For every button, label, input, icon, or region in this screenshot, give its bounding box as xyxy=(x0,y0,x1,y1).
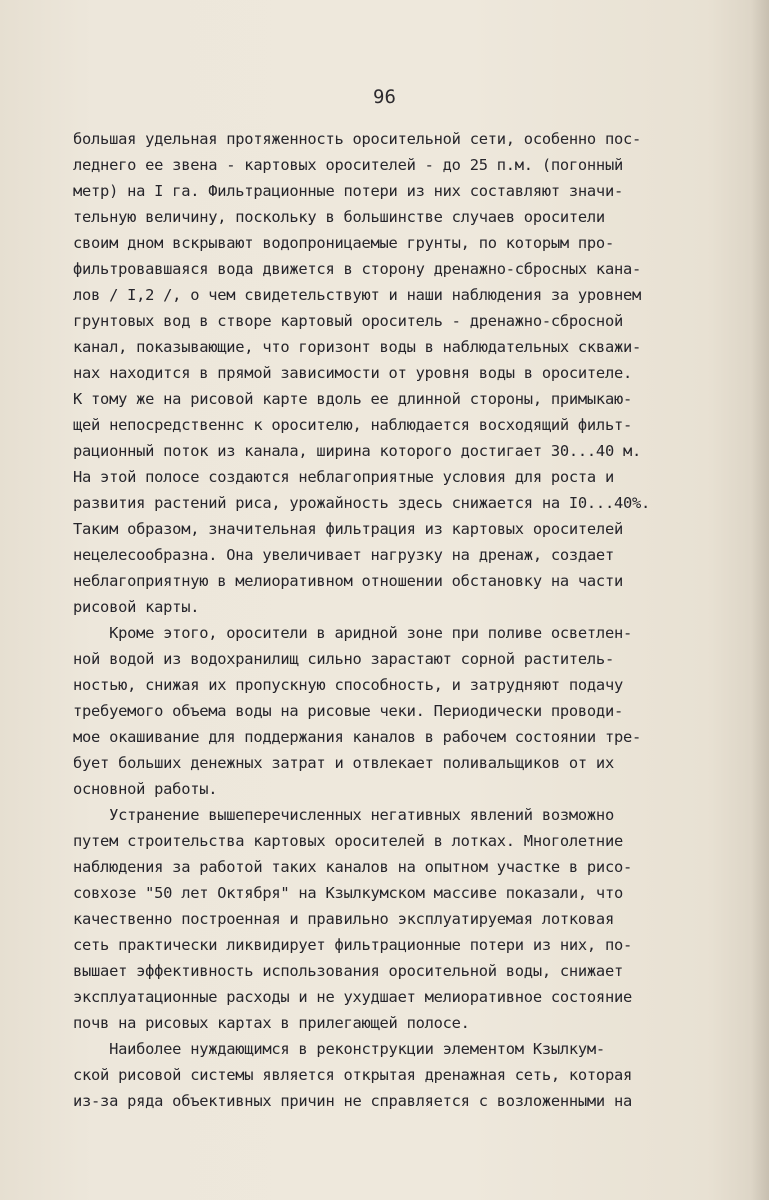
text-line: нах находится в прямой зависимости от уровня воды в оросителе. xyxy=(73,364,632,382)
text-line: большая удельная протяженность оросительной сети, особенно пос- xyxy=(73,130,642,148)
text-line: бует больших денежных затрат и отвлекает поливальщиков от их xyxy=(73,754,614,772)
text-line: рационный поток из канала, ширина которого достигает 30...40 м. xyxy=(73,442,642,460)
text-line: Таким образом, значительная фильтрация из картовых оросителей xyxy=(73,520,623,538)
text-line: метр) на I га. Фильтрационные потери из них составляют значи- xyxy=(73,182,623,200)
text-line: щей непосредственнс к оросителю, наблюдается восходящий фильт- xyxy=(73,416,632,434)
page-edge-shadow xyxy=(751,0,769,1200)
text-line: леднего ее звена - картовых оросителей - до 25 п.м. (погонный xyxy=(73,156,623,174)
text-line: рисовой карты. xyxy=(73,598,200,616)
text-line: фильтровавшаяся вода движется в сторону дренажно-сбросных кана- xyxy=(73,260,642,278)
text-line: неблагоприятную в мелиоративном отношении обстановку на части xyxy=(73,572,623,590)
text-line: ской рисовой системы является открытая дренажная сеть, которая xyxy=(73,1066,632,1084)
text-line: сеть практически ликвидирует фильтрационные потери из них, по- xyxy=(73,936,632,954)
body-text xyxy=(73,126,713,1114)
text-line: Наиболее нуждающимся в реконструкции элементом Кзылкум- xyxy=(73,1040,605,1058)
text-line: своим дном вскрывают водопроницаемые грунты, по которым про- xyxy=(73,234,614,252)
text-line: ной водой из водохранилищ сильно зарастают сорной раститель- xyxy=(73,650,614,668)
text-line: ностью, снижая их пропускную способность, и затрудняют подачу xyxy=(73,676,623,694)
text-line: наблюдения за работой таких каналов на опытном участке в рисо- xyxy=(73,858,632,876)
text-line: основной работы. xyxy=(73,780,218,798)
text-line: требуемого объема воды на рисовые чеки. Периодически проводи- xyxy=(73,702,623,720)
text-line: эксплуатационные расходы и не ухудшает мелиоративное состояние xyxy=(73,988,632,1006)
text-line: почв на рисовых картах в прилегающей полосе. xyxy=(73,1014,470,1032)
text-line: развития растений риса, урожайность здесь снижается на I0...40%. xyxy=(73,494,651,512)
text-line: На этой полосе создаются неблагоприятные условия для роста и xyxy=(73,468,614,486)
text-line: качественно построенная и правильно эксплуатируемая лотковая xyxy=(73,910,614,928)
text-line: лов / I,2 /, о чем свидетельствуют и наши наблюдения за уровнем xyxy=(73,286,642,304)
text-line: Кроме этого, оросители в аридной зоне при поливе осветлен- xyxy=(73,624,632,642)
text-line: из-за ряда объективных причин не справляется с возложенными на xyxy=(73,1092,632,1110)
text-line: нецелесообразна. Она увеличивает нагрузку на дренаж, создает xyxy=(73,546,614,564)
page-number: 96 xyxy=(373,86,396,108)
text-line: Устранение вышеперечисленных негативных явлений возможно xyxy=(73,806,614,824)
text-line: К тому же на рисовой карте вдоль ее длинной стороны, примыкаю- xyxy=(73,390,632,408)
text-line: тельную величину, поскольку в большинстве случаев оросители xyxy=(73,208,605,226)
text-line: совхозе "50 лет Октября" на Кзылкумском массиве показали, что xyxy=(73,884,623,902)
text-line: мое окашивание для поддержания каналов в рабочем состоянии тре- xyxy=(73,728,642,746)
text-line: грунтовых вод в створе картовый ороситель - дренажно-сбросной xyxy=(73,312,623,330)
text-line: канал, показывающие, что горизонт воды в наблюдательных скважи- xyxy=(73,338,642,356)
text-line: путем строительства картовых оросителей в лотках. Многолетние xyxy=(73,832,623,850)
text-line: вышает эффективность использования оросительной воды, снижает xyxy=(73,962,623,980)
